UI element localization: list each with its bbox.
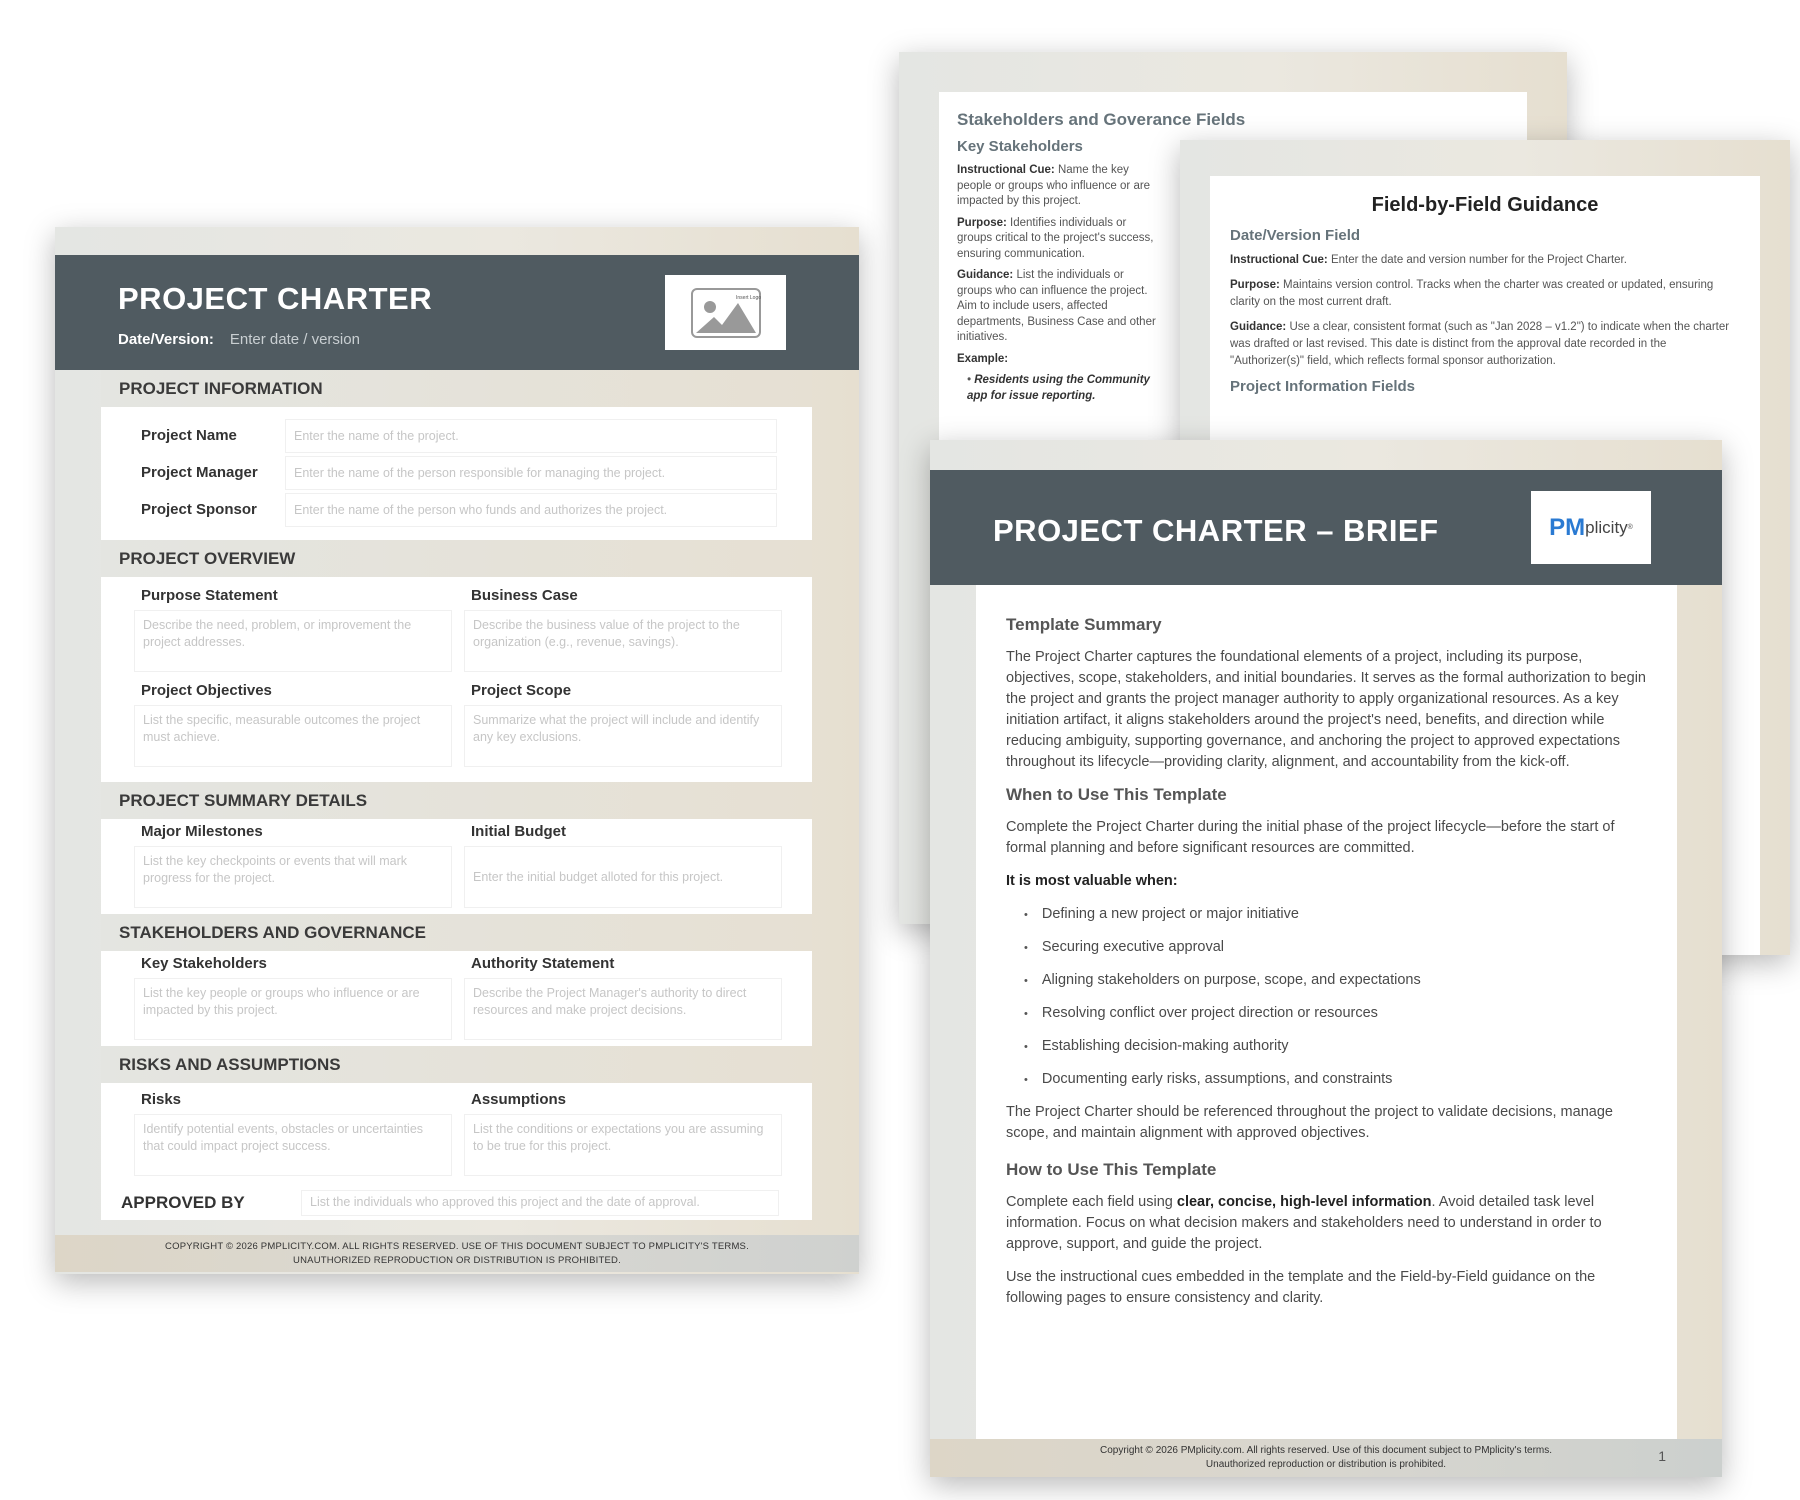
- risks-input[interactable]: Identify potential events, obstacles or uncertainties that could impact project success.: [134, 1114, 452, 1176]
- project-summary-section: [101, 819, 812, 914]
- charter-header: [55, 255, 859, 370]
- when-paragraph: Complete the Project Charter during the initial phase of the project lifecycle—before the start of formal planning and before significant resources are committed.: [1006, 819, 1615, 856]
- section-header: PROJECT SUMMARY DETAILS: [101, 782, 812, 819]
- charter-body: [101, 370, 812, 1220]
- section-header: RISKS AND ASSUMPTIONS: [101, 1046, 812, 1083]
- logo-placeholder-text: Insert Logo: [735, 294, 761, 301]
- use-paragraph: Use the instructional cues embedded in the template and the Field-by-Field guidance on the following pages to ensure consistency and clarity.: [1006, 1269, 1596, 1306]
- field-label: Purpose Statement: [141, 587, 278, 604]
- section-header: PROJECT INFORMATION: [101, 370, 812, 407]
- project-objectives-input[interactable]: List the specific, measurable outcomes the project must achieve.: [134, 705, 452, 767]
- stakeholders-section: [101, 951, 812, 1046]
- list-item: • Defining a new project or major initiative: [1024, 904, 1647, 926]
- example-label: Example:: [957, 352, 1009, 365]
- page-heading: Stakeholders and Goverance Fields: [957, 110, 1246, 129]
- page-title: PROJECT CHARTER – BRIEF: [993, 513, 1439, 548]
- page-footer: [930, 1439, 1722, 1477]
- key-stakeholders-input[interactable]: List the key people or groups who influence or are impacted by this project.: [134, 978, 452, 1040]
- brief-content: [976, 585, 1677, 1439]
- list-item: • Securing executive approval: [1024, 937, 1647, 959]
- field-label: Business Case: [471, 587, 578, 604]
- section-heading: How to Use This Template: [1006, 1160, 1217, 1179]
- initial-budget-input[interactable]: Enter the initial budget alloted for this project.: [464, 846, 782, 908]
- pmplicity-logo: PM plicity ®: [1531, 491, 1651, 564]
- guidance-paragraph: Guidance: Use a clear, consistent format (such as "Jan 2028 – v1.2") to indicate when the charter was drafted or last revised. This date is distinct from the approval date recorded in the "Authorizer(s)" field, which reflects formal sponsor authorization.: [1230, 321, 1730, 367]
- guidance-paragraph: Purpose: Maintains version control. Tracks when the charter was created or updated, ensuring clarity on the most current draft.: [1230, 279, 1714, 308]
- project-overview-section: [101, 577, 812, 782]
- list-item: • Aligning stakeholders on purpose, scope, and expectations: [1024, 970, 1647, 992]
- field-label: Project Objectives: [141, 682, 272, 699]
- field-label: Initial Budget: [471, 823, 566, 840]
- section-header: STAKEHOLDERS AND GOVERNANCE: [101, 914, 812, 951]
- section-heading: Project Information Fields: [1230, 378, 1416, 395]
- project-name-input[interactable]: Enter the name of the project.: [285, 419, 777, 453]
- risks-section: [101, 1083, 812, 1186]
- use-cases-list: [1024, 904, 1647, 1091]
- project-scope-input[interactable]: Summarize what the project will include and identify any key exclusions.: [464, 705, 782, 767]
- project-charter-brief-page: [930, 440, 1722, 1477]
- project-manager-input[interactable]: Enter the name of the person responsible for managing the project.: [285, 456, 777, 490]
- field-label: Project Name: [141, 427, 237, 444]
- field-label: Key Stakeholders: [141, 955, 267, 972]
- copyright-text: Unauthorized reproduction or distribution is prohibited.: [1205, 1459, 1447, 1470]
- valuable-label: It is most valuable when:: [1006, 873, 1178, 889]
- section-heading: Date/Version Field: [1230, 227, 1361, 244]
- guidance-paragraph: Instructional Cue: Name the key people or groups who influence or are impacted by this project.: [957, 164, 1151, 207]
- field-label: Major Milestones: [141, 823, 263, 840]
- date-version-label: Date/Version:: [118, 331, 214, 348]
- guidance-paragraph: Instructional Cue: Enter the date and version number for the Project Charter.: [1230, 254, 1627, 266]
- copyright-text: UNAUTHORIZED REPRODUCTION OR DISTRIBUTION IS PROHIBITED.: [293, 1255, 621, 1266]
- copyright-text: Copyright © 2026 PMplicity.com. All rights reserved. Use of this document subject to PMplicity's terms.: [1099, 1445, 1553, 1456]
- field-label: Project Scope: [471, 682, 572, 699]
- project-charter-form-page: [55, 227, 859, 1274]
- page-number: 1: [1658, 1448, 1666, 1464]
- list-item: • Resolving conflict over project direction or resources: [1024, 1003, 1647, 1025]
- copyright-text: COPYRIGHT © 2026 PMPLICITY.COM. ALL RIGHTS RESERVED. USE OF THIS DOCUMENT SUBJECT TO PMPLICITY'S TERMS.: [165, 1241, 749, 1252]
- list-item: • Establishing decision-making authority: [1024, 1036, 1647, 1058]
- project-sponsor-input[interactable]: Enter the name of the person who funds and authorizes the project.: [285, 493, 777, 527]
- approved-by-input[interactable]: List the individuals who approved this project and the date of approval.: [301, 1190, 779, 1216]
- guidance-paragraph: Purpose: Identifies individuals or groups critical to the project's success, ensuring communication.: [957, 216, 1154, 260]
- date-version-input[interactable]: Enter date / version: [229, 331, 360, 348]
- section-heading: Template Summary: [1006, 615, 1162, 634]
- page-title: Field-by-Field Guidance: [1371, 194, 1599, 216]
- approved-by-row: [101, 1186, 812, 1220]
- authority-statement-input[interactable]: Describe the Project Manager's authority to direct resources and make project decisions.: [464, 978, 782, 1040]
- assumptions-input[interactable]: List the conditions or expectations you are assuming to be true for this project.: [464, 1114, 782, 1176]
- field-label: Assumptions: [471, 1091, 567, 1108]
- image-placeholder-icon: [690, 287, 762, 339]
- logo-placeholder[interactable]: [665, 275, 786, 350]
- section-heading: When to Use This Template: [1006, 785, 1227, 804]
- reference-paragraph: The Project Charter should be referenced throughout the project to validate decisions, manage scope, and maintain alignment with approved objectives.: [1006, 1104, 1613, 1141]
- how-paragraph: Complete each field using clear, concise, high-level information. Avoid detailed task level information. Focus on what decision makers and stakeholders need to understand in order to approve, support, and guide the project.: [1006, 1194, 1602, 1252]
- field-label: Project Sponsor: [141, 501, 257, 518]
- business-case-input[interactable]: Describe the business value of the project to the organization (e.g., revenue, savings).: [464, 610, 782, 672]
- section-header: PROJECT OVERVIEW: [101, 540, 812, 577]
- example-bullet: • Residents using the Community app for issue reporting.: [967, 374, 1150, 402]
- approved-by-label: APPROVED BY: [121, 1193, 245, 1212]
- guidance-paragraph: Guidance: List the individuals or groups who can influence the project. Aim to include users, affected departments, Business Case and other initiatives.: [957, 269, 1156, 343]
- page-title: PROJECT CHARTER: [118, 281, 433, 316]
- field-label: Risks: [141, 1091, 182, 1108]
- purpose-statement-input[interactable]: Describe the need, problem, or improvement the project addresses.: [134, 610, 452, 672]
- field-label: Authority Statement: [471, 955, 615, 972]
- project-information-section: [101, 407, 812, 540]
- summary-paragraph: The Project Charter captures the foundational elements of a project, including its purpose, objectives, scope, stakeholders, and initial boundaries. It serves as the formal authorization to begin the project and grants the project manager authority to apply organizational resources. As a key initiation artifact, it aligns stakeholders around the project's need, benefits, and direction while reducing ambiguity, supporting governance, and anchoring the project to approved expectations throughout its lifecycle—providing clarity, alignment, and accountability from the kick-off.: [1006, 649, 1646, 770]
- page-footer: [55, 1235, 859, 1272]
- brief-header: [930, 470, 1722, 585]
- section-heading: Key Stakeholders: [957, 138, 1083, 155]
- date-version-row: [118, 331, 360, 348]
- field-label: Project Manager: [141, 464, 258, 481]
- major-milestones-input[interactable]: List the key checkpoints or events that will mark progress for the project.: [134, 846, 452, 908]
- list-item: • Documenting early risks, assumptions, and constraints: [1024, 1069, 1647, 1091]
